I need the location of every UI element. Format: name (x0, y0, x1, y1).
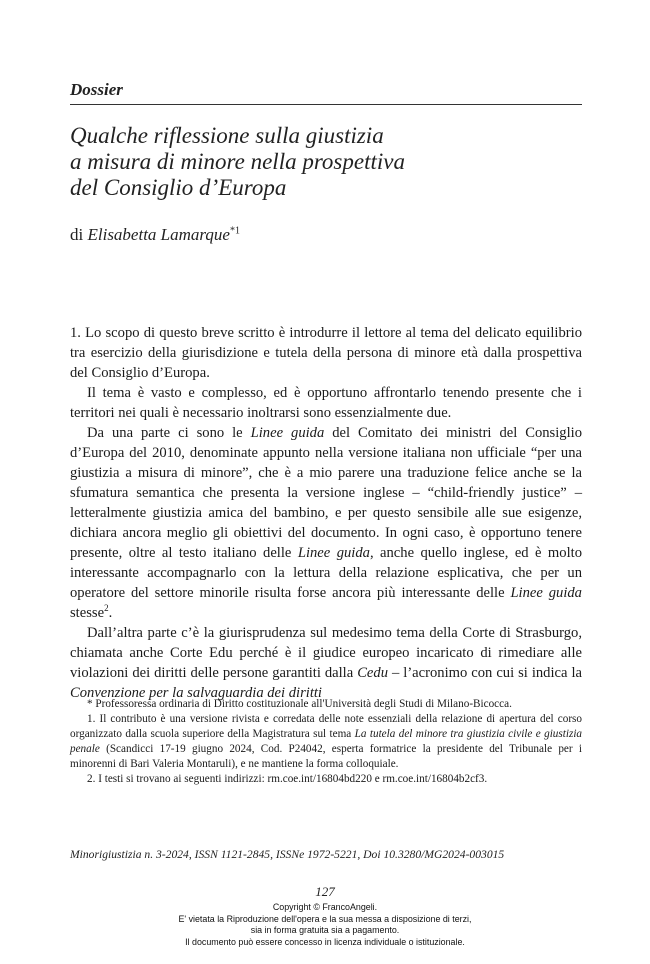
text-run: Dall’altra parte c’è la giurisprudenza sul medesimo tema della Corte di Strasburgo, chiamata anche Corte Edu perché è il giudice europeo incaricato di rimediare alle violazioni dei diritti delle persone garantiti dalla (70, 625, 582, 681)
article-title (70, 123, 590, 201)
text-run-italic: Linee guida (250, 425, 325, 441)
section-label: Dossier (70, 80, 123, 99)
copyright-line: E' vietata la Riproduzione dell'opera e la sua messa a disposizione di terzi, (178, 913, 472, 924)
title-line: Qualche riflessione sulla giustizia (70, 123, 384, 148)
footnote: 2. I testi si trovano ai seguenti indirizzi: rm.coe.int/16804bd220 e rm.coe.int/16804b2cf3. (87, 773, 488, 785)
title-line: del Consiglio d’Europa (70, 175, 287, 200)
text-run: 1. Il contributo è una versione rivista e corredata delle note essenziali della relazione di apertura del corso organizzato dalla scuola superiore della Magistratura sul tema (70, 713, 582, 740)
body-paragraph (70, 423, 582, 623)
byline-prefix: di (70, 225, 84, 244)
author-name: Elisabetta Lamarque (87, 225, 230, 244)
author-footnote-marks: *1 (229, 225, 240, 237)
body-paragraph (70, 623, 582, 703)
text-run: del Comitato dei ministri del Consiglio d’Europa del 2010, denominate appunto nella versione italiana non ufficiale “per una giustizia a misura di minore”, che è a mio parere una traduzione felice anche se la sfumatura semantica che presenta la versione inglese – “child-friendly justice” – letteralmente giustizia amica del bambino, e per questo sensibile alle sue esigenze, dichiara ancora meglio gli obiettivi del documento. In ogni caso, è opportuno tenere presente, oltre al testo italiano delle (70, 425, 582, 561)
text-run: – l’acronimo con cui si indica la (392, 665, 582, 681)
title-line: a misura di minore nella prospettiva (70, 149, 405, 174)
text-run-italic: Linee guida (297, 545, 370, 561)
journal-citation: Minorigiustizia n. 3-2024, ISSN 1121-2845, ISSNe 1972-5221, Doi 10.3280/MG2024-003015 (70, 848, 505, 861)
copyright-notice (0, 902, 650, 948)
text-run: , anche quello inglese, ed è molto interessante accompagnarlo con la lettura della relazione esplicativa, che per un operatore del settore minorile risulta forse ancora più interessante delle (70, 545, 582, 601)
text-run-italic: Convenzione per la salvaguardia dei diritti (70, 685, 322, 701)
text-run-italic: La tutela del minore tra giustizia civile e giustizia penale (70, 728, 583, 755)
page-number: 127 (315, 884, 335, 899)
text-run-italic: Linee guida (510, 585, 582, 601)
article-body (70, 323, 582, 703)
copyright-line: Copyright © FrancoAngeli. (272, 902, 378, 912)
body-paragraph: Il tema è vasto e complesso, ed è opportuno affrontarlo tenendo presente che i territori nei quali è necessario inoltrarsi sono essenzialmente due. (70, 385, 582, 421)
body-paragraph: 1. Lo scopo di questo breve scritto è introdurre il lettore al tema del delicato equilibrio tra esercizio della giurisdizione e tutela della persona di minore età dalla prospettiva del Consiglio d’Europa. (70, 325, 582, 381)
text-run: Da una parte ci sono le (87, 425, 243, 441)
footnote-ref[interactable]: 2 (104, 603, 109, 614)
byline (70, 225, 240, 245)
copyright-line: Il documento può essere concesso in licenza individuale o istituzionale. (185, 936, 465, 947)
footnote (70, 712, 582, 772)
footnotes (70, 697, 582, 787)
header-rule (70, 104, 582, 105)
text-run-italic: Cedu (357, 665, 389, 681)
text-run: . (108, 605, 113, 621)
copyright-line: sia in forma gratuita sia a pagamento. (250, 925, 400, 935)
text-run: stesse (70, 605, 105, 621)
footnote: * Professoressa ordinaria di Diritto costituzionale all'Università degli Studi di Milano-Bicocca. (87, 698, 512, 710)
text-run: (Scandicci 17-19 giugno 2024, Cod. P24042, esperta formatrice la presidente del Tribunale per i minorenni di Bari Valeria Montaruli), e ne mantiene la forma colloquiale. (70, 743, 582, 770)
